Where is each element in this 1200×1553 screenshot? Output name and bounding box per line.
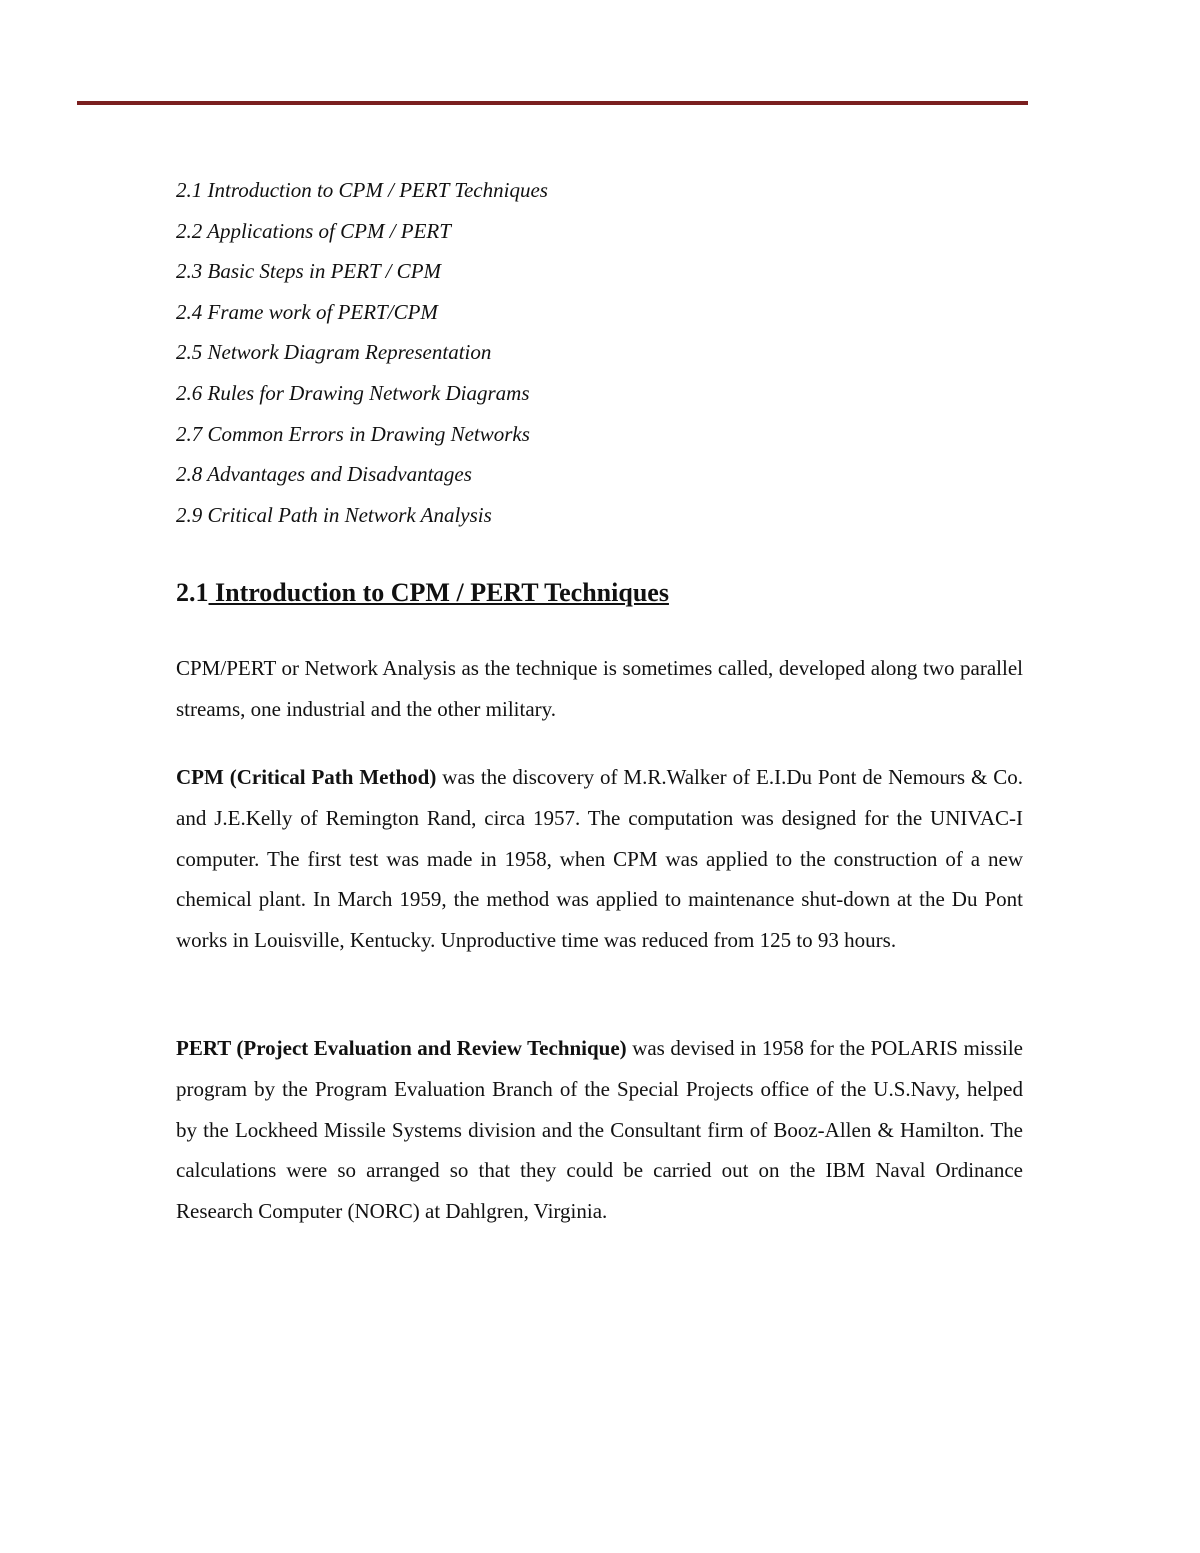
section-number: 2.1 [176, 578, 209, 607]
toc-item: 2.5 Network Diagram Representation [176, 340, 492, 365]
paragraph-cpm-text: was the discovery of M.R.Walker of E.I.Du Pont de Nemours & Co. and J.E.Kelly of Remington Rand, circa 1957. The computation was designed for the UNIVAC-I computer. The first test was made in 1958, when CPM was applied to the construction of a new chemical plant. In March 1959, the method was applied to maintenance shut-down at the Du Pont works in Louisville, Kentucky. Unproductive time was reduced from 125 to 93 hours. [176, 765, 1023, 953]
paragraph-pert [176, 1028, 1023, 1232]
toc-item: 2.8 Advantages and Disadvantages [176, 462, 472, 487]
toc-item: 2.9 Critical Path in Network Analysis [176, 502, 492, 527]
toc-item: 2.6 Rules for Drawing Network Diagrams [176, 380, 530, 405]
paragraph-cpm [176, 757, 1023, 961]
toc-item: 2.3 Basic Steps in PERT / CPM [176, 259, 442, 284]
toc-item: 2.7 Common Errors in Drawing Networks [176, 421, 530, 446]
section-heading [176, 578, 669, 608]
term-pert: PERT (Project Evaluation and Review Technique) [176, 1036, 627, 1060]
toc-item: 2.1 Introduction to CPM / PERT Techniques [176, 178, 548, 202]
paragraph-pert-text: was devised in 1958 for the POLARIS missile program by the Program Evaluation Branch of the Special Projects office of the U.S.Navy, helped by the Lockheed Missile Systems division and the Consultant firm of Booz-Allen & Hamilton. The calculations were so arranged so that they could be carried out on the IBM Naval Ordinance Research Computer (NORC) at Dahlgren, Virginia. [176, 1036, 1023, 1224]
toc-item: 2.2 Applications of CPM / PERT [176, 218, 451, 243]
header-rule [77, 101, 1028, 105]
table-of-contents [176, 170, 548, 535]
section-title: Introduction to CPM / PERT Techniques [208, 578, 669, 607]
term-cpm: CPM (Critical Path Method) [176, 765, 437, 789]
toc-item: 2.4 Frame work of PERT/CPM [176, 299, 438, 324]
paragraph-intro: CPM/PERT or Network Analysis as the technique is sometimes called, developed along two parallel streams, one industrial and the other military. [176, 656, 1023, 721]
